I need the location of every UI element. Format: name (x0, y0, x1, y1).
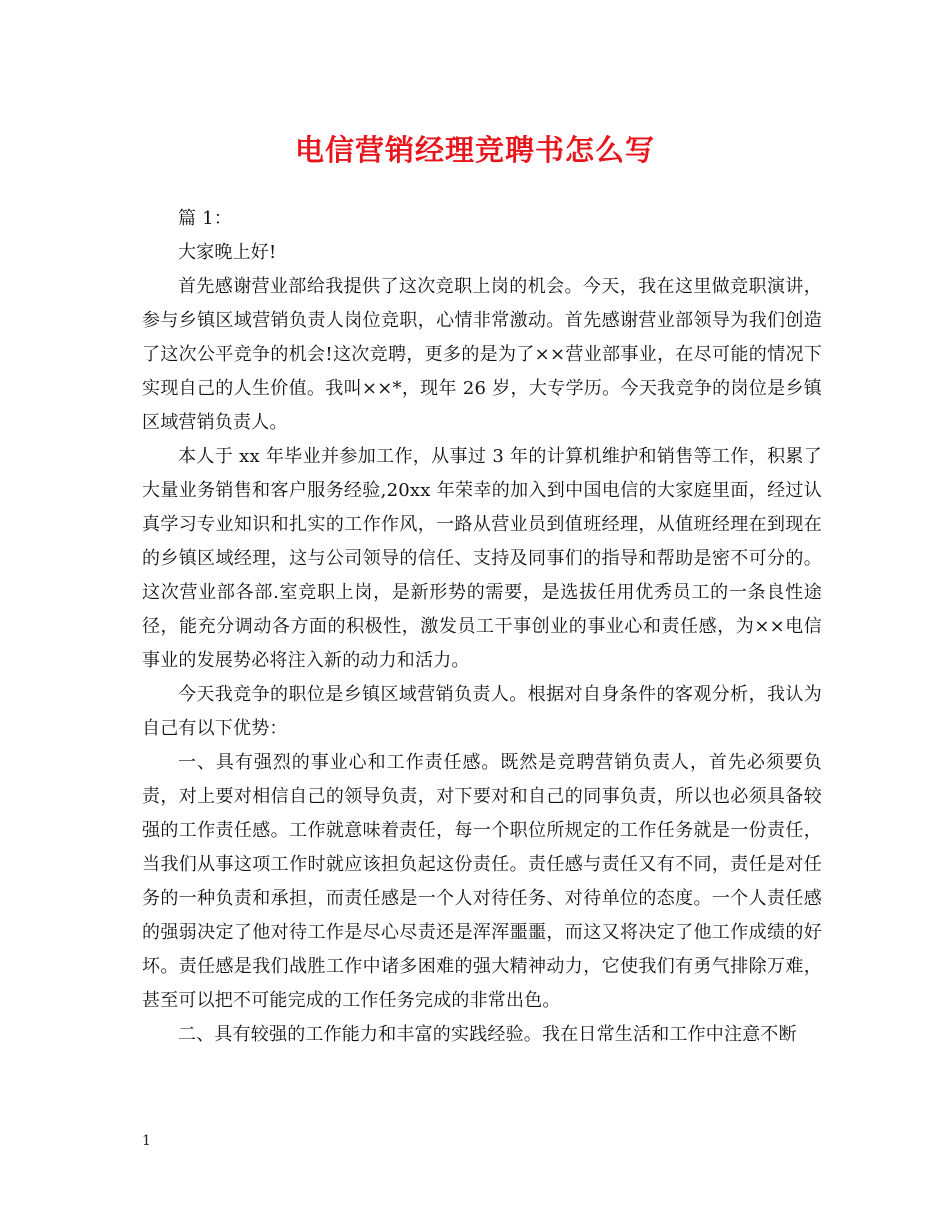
paragraph-advantage-two: 二、具有较强的工作能力和丰富的实践经验。我在日常生活和工作中注意不断 (178, 1024, 797, 1045)
paragraph-advantages-intro: 今天我竞争的职位是乡镇区域营销负责人。根据对自身条件的客观分析，我认为自己有以下优势： (142, 684, 822, 739)
paragraph-greeting: 大家晚上好! (178, 242, 277, 263)
document-body (142, 202, 822, 1052)
page-number: 1 (142, 1133, 151, 1149)
paragraph-introduction: 首先感谢营业部给我提供了这次竞职上岗的机会。今天，我在这里做竞职演讲，参与乡镇区域营销负责人岗位竞职，心情非常激动。首先感谢营业部领导为我们创造了这次公平竞争的机会!这次竞聘，更多的是为了××营业部事业，在尽可能的情况下实现自己的人生价值。我叫××*，现年 26 岁，大专学历。今天我竞争的岗位是乡镇区域营销负责人。 (142, 276, 822, 433)
paragraph-work-history: 本人于 xx 年毕业并参加工作，从事过 3 年的计算机维护和销售等工作，积累了大量业务销售和客户服务经验,20xx 年荣幸的加入到中国电信的大家庭里面，经过认真学习专业知识和扎实的工作作风，一路从营业员到值班经理，从值班经理在到现在的乡镇区域经理，这与公司领导的信任、支持及同事们的指导和帮助是密不可分的。这次营业部各部.室竞职上岗，是新形势的需要，是选拔任用优秀员工的一条良性途径，能充分调动各方面的积极性，激发员工干事创业的事业心和责任感，为××电信事业的发展势必将注入新的动力和活力。 (142, 446, 822, 671)
paragraph-advantage-one: 一、具有强烈的事业心和工作责任感。既然是竞聘营销负责人，首先必须要负责，对上要对相信自己的领导负责，对下要对和自己的同事负责，所以也必须具备较强的工作责任感。工作就意味着责任，每一个职位所规定的工作任务就是一份责任，当我们从事这项工作时就应该担负起这份责任。责任感与责任又有不同，责任是对任务的一种负责和承担，而责任感是一个人对待任务、对待单位的态度。一个人责任感的强弱决定了他对待工作是尽心尽责还是浑浑噩噩，而这又将决定了他工作成绩的好坏。责任感是我们战胜工作中诸多困难的强大精神动力，它使我们有勇气排除万难，甚至可以把不可能完成的工作任务完成的非常出色。 (142, 752, 822, 1011)
document-title: 电信营销经理竞聘书怎么写 (294, 133, 655, 167)
paragraph-chapter-label: 篇 1： (178, 208, 232, 229)
